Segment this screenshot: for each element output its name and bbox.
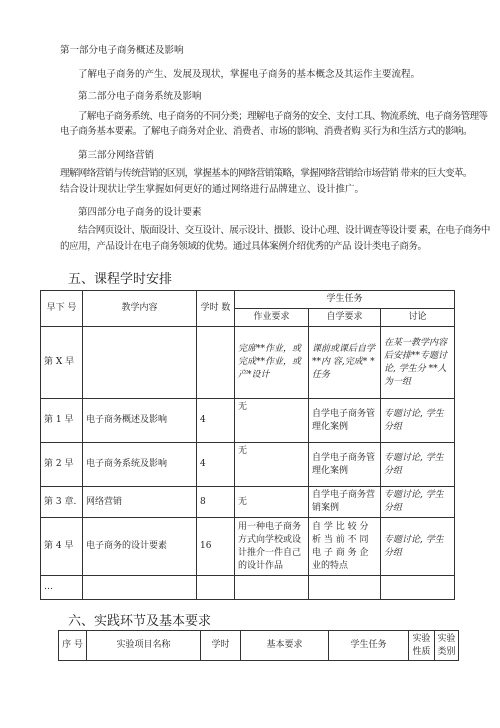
cell-content xyxy=(83,576,197,600)
cell-content: 电子商务系统及影响 xyxy=(83,443,197,487)
cell-content xyxy=(83,327,197,399)
schedule-table xyxy=(40,290,455,600)
cell-discuss xyxy=(381,576,455,600)
section2-text-line1: 了解电子商务系统、电子商务的不同分类；理解电子商务的安全、支付工具、物流系统、电子商务管理等 xyxy=(78,111,488,122)
header-content: 教学内容 xyxy=(83,291,197,327)
cell-work: 无 xyxy=(235,399,309,443)
header-no: 序 号 xyxy=(59,631,87,661)
table-row xyxy=(41,443,455,487)
cell-discuss: 专题讨论, 学生分组 xyxy=(381,399,455,443)
header-basic-requirement: 基本要求 xyxy=(241,631,329,661)
cell-work: 完席**作业，或完成**作业，或产*设计 xyxy=(235,327,309,399)
header-week: 早下 号 xyxy=(41,291,83,327)
header-nature: 实验 性质 xyxy=(409,631,435,661)
cell-work xyxy=(235,576,309,600)
section3-text-line2: 结合设计现状让学生掌握如何更好的通过网络进行品牌建立、设计推广。 xyxy=(60,184,365,195)
section4-text-line1: 结合网页设计、版面设计、交互设计、展示设计、摄影、设计心理、设计调查等设计要 素，在电子商务中 xyxy=(78,225,490,236)
header-work-requirement: 作业要求 xyxy=(235,309,309,327)
cell-week: … xyxy=(41,576,83,600)
table-row xyxy=(41,487,455,518)
header-project-name: 实验项目名称 xyxy=(87,631,201,661)
cell-hours xyxy=(197,576,235,600)
cell-self: 自学电子商务管理化案例 xyxy=(309,399,381,443)
table-row xyxy=(41,327,455,399)
header-student-task: 学生任务 xyxy=(235,291,455,309)
section1-title: 第一部分电子商务概述及影响 xyxy=(60,45,184,56)
section2-text-line2: 电子商务基本要素。了解电子商务对企业、消费者、市场的影响、消费者购 买行为和生活方式的影响。 xyxy=(60,126,473,137)
heading-practice: 六、实践环节及基本要求 xyxy=(68,614,212,629)
header-hours: 学时 数 xyxy=(197,291,235,327)
cell-work: 无 xyxy=(235,443,309,487)
table-row xyxy=(41,399,455,443)
cell-week: 第 X 早 xyxy=(41,327,83,399)
section4-text-line2: 的应用，产品设计在电子商务领域的优势。通过具体案例介绍优秀的产品 设计类电子商务。 xyxy=(60,241,427,252)
cell-work: 用一种电子商务方式向学校或设计推介一件自己的设计作品 xyxy=(235,518,309,576)
section2-title: 第二部分电子商务系统及影响 xyxy=(78,91,202,102)
cell-content: 电子商务概述及影响 xyxy=(83,399,197,443)
cell-self: 自学电子商务营销案例 xyxy=(309,487,381,518)
cell-hours: 4 xyxy=(197,443,235,487)
section4-title: 第四部分电子商务的设计要素 xyxy=(78,207,202,218)
cell-hours: 8 xyxy=(197,487,235,518)
header-student-task: 学生任务 xyxy=(329,631,409,661)
cell-week: 第 3 章. xyxy=(41,487,83,518)
section3-text-line1: 理解网络营销与传统营销的区别，掌握基本的网络营销策略，掌握网络营销给市场营销 带来的巨大变革。 xyxy=(60,168,472,179)
cell-content: 网络营销 xyxy=(83,487,197,518)
cell-content: 电子商务的设计要素 xyxy=(83,518,197,576)
header-discussion: 讨论 xyxy=(381,309,455,327)
table-header-row xyxy=(59,631,459,661)
header-self-study: 自学要求 xyxy=(309,309,381,327)
cell-self xyxy=(309,576,381,600)
cell-self: 自学电子商务管理化案例 xyxy=(309,443,381,487)
cell-discuss: 在某一教学内容后安排**专题讨 论, 学生分 **人为一组 xyxy=(381,327,455,399)
table-row xyxy=(41,518,455,576)
section3-title: 第三部分网络营销 xyxy=(78,150,155,161)
cell-discuss: 专题讨论, 学生分组 xyxy=(381,487,455,518)
cell-discuss: 专题讨论, 学生分组 xyxy=(381,443,455,487)
table-row xyxy=(41,576,455,600)
header-hours: 学时 xyxy=(201,631,241,661)
practice-table xyxy=(58,630,459,661)
cell-discuss: 专题讨论, 学生分组 xyxy=(381,518,455,576)
cell-week: 第 2 早 xyxy=(41,443,83,487)
cell-hours xyxy=(197,327,235,399)
cell-work: 无 xyxy=(235,487,309,518)
cell-week: 第 1 早 xyxy=(41,399,83,443)
cell-hours: 4 xyxy=(197,399,235,443)
cell-hours: 16 xyxy=(197,518,235,576)
cell-self: 自 学 比 较 分 析 当 前 不 同电 子 商 务 企 业的特点 xyxy=(309,518,381,576)
header-type: 实验 类别 xyxy=(435,631,459,661)
cell-week: 第 4 早 xyxy=(41,518,83,576)
heading-course-schedule: 五、课程学时安排 xyxy=(68,272,173,287)
cell-self: 课前或课后自学**内 容,完成* * 任务 xyxy=(309,327,381,399)
section1-text: 了解电子商务的产生、发展及现状，掌握电子商务的基本概念及其运作主要流程。 xyxy=(78,69,421,80)
